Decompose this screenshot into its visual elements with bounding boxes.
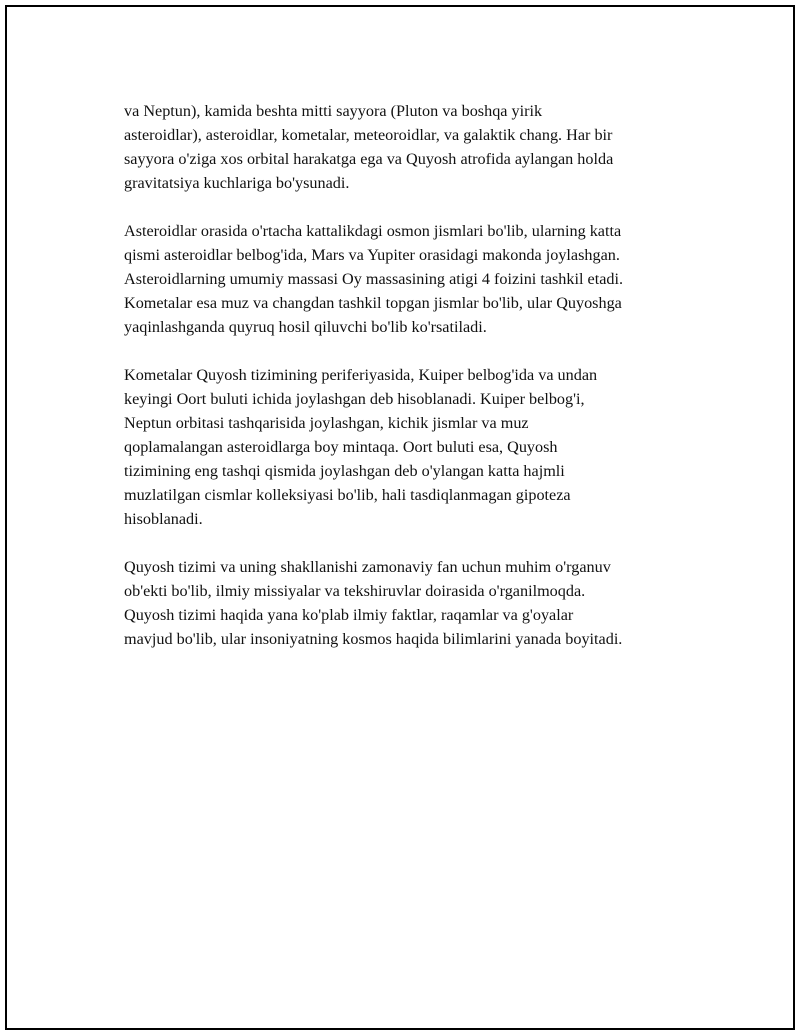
paragraph: Asteroidlar orasida o'rtacha kattalikdagi osmon jismlari bo'lib, ularning katta qismi asteroidlar belbog'ida, Mars va Yupiter orasidagi makonda joylashgan. Asteroidlarning umumiy massasi Oy massasining atigi 4 foizini tashkil etadi. Kometalar esa muz va changdan tashkil topgan jismlar bo'lib, ular Quyoshga yaqinlashganda quyruq hosil qiluvchi bo'lib ko'rsatiladi. bbox=[124, 222, 624, 336]
page-frame bbox=[5, 5, 795, 1030]
paragraph: Kometalar Quyosh tizimining periferiyasida, Kuiper belbog'ida va undan keyingi Oort buluti ichida joylashgan deb hisoblanadi. Kuiper belbog'i, Neptun orbitasi tashqarisida joylashgan, kichik jismlar va muz qoplamalangan asteroidlarga boy mintaqa. Oort buluti esa, Quyosh tizimining eng tashqi qismida joylashgan deb o'ylangan katta hajmli muzlatilgan cismlar kolleksiyasi bo'lib, hali tasdiqlanmagan gipoteza hisoblanadi. bbox=[124, 366, 598, 528]
paragraph: va Neptun), kamida beshta mitti sayyora (Pluton va boshqa yirik asteroidlar), asteroidlar, kometalar, meteoroidlar, va galaktik chang. Har bir sayyora o'ziga xos orbital harakatga ega va Quyosh atrofida aylangan holda gravitatsiya kuchlariga bo'ysunadi. bbox=[124, 102, 614, 192]
document-body bbox=[124, 99, 704, 675]
paragraph: Quyosh tizimi va uning shakllanishi zamonaviy fan uchun muhim o'rganuv ob'ekti bo'lib, ilmiy missiyalar va tekshiruvlar doirasida o'rganilmoqda. Quyosh tizimi haqida yana ko'plab ilmiy faktlar, raqamlar va g'oyalar mavjud bo'lib, ular insoniyatning kosmos haqida bilimlarini yanada boyitadi. bbox=[124, 558, 623, 648]
